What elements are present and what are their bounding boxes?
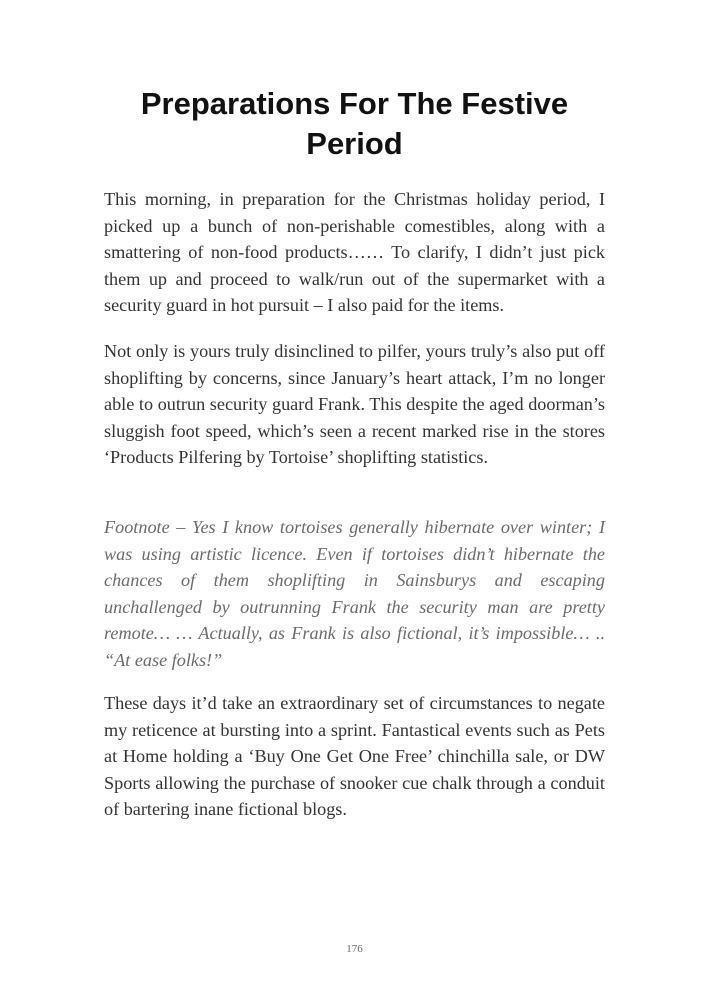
page-title: Preparations For The Festive Period	[140, 86, 569, 161]
paragraph-shoplifting: Not only is yours truly disinclined to pilfer, yours truly’s also put off shoplifting by concerns, since January’s heart attack, I’m no longer able to outrun security guard Frank. This despite the aged doorman’s sluggish foot speed, which’s seen a recent marked rise in the stores ‘Products Pilfering by Tortoise’ shoplifting statistics.	[104, 341, 605, 468]
paragraph-christmas-shopping: This morning, in preparation for the Christmas holiday period, I picked up a bunch of non-perishable comestibles, along with a smattering of non-food products…… To clarify, I didn’t just pick them up and proceed to walk/run out of the supermarket with a security guard in hot pursuit – I also paid for the items.	[104, 189, 605, 316]
paragraph-footnote: Footnote – Yes I know tortoises generally hibernate over winter; I was using artistic licence. Even if tortoises didn’t hibernate the chances of them shoplifting in Sainsburys and escaping unchallenged by outrunning Frank the security man are pretty remote… … Actually, as Frank is also fictional, it’s impossible… .. “At ease folks!”	[104, 517, 605, 670]
paragraph-sprint: These days it’d take an extraordinary set of circumstances to negate my reticence at bursting into a sprint. Fantastical events such as Pets at Home holding a ‘Buy One Get One Free’ chinchilla sale, or DW Sports allowing the purchase of snooker cue chalk through a conduit of bartering inane fictional blogs.	[104, 693, 605, 820]
page-number: 176	[346, 943, 363, 955]
